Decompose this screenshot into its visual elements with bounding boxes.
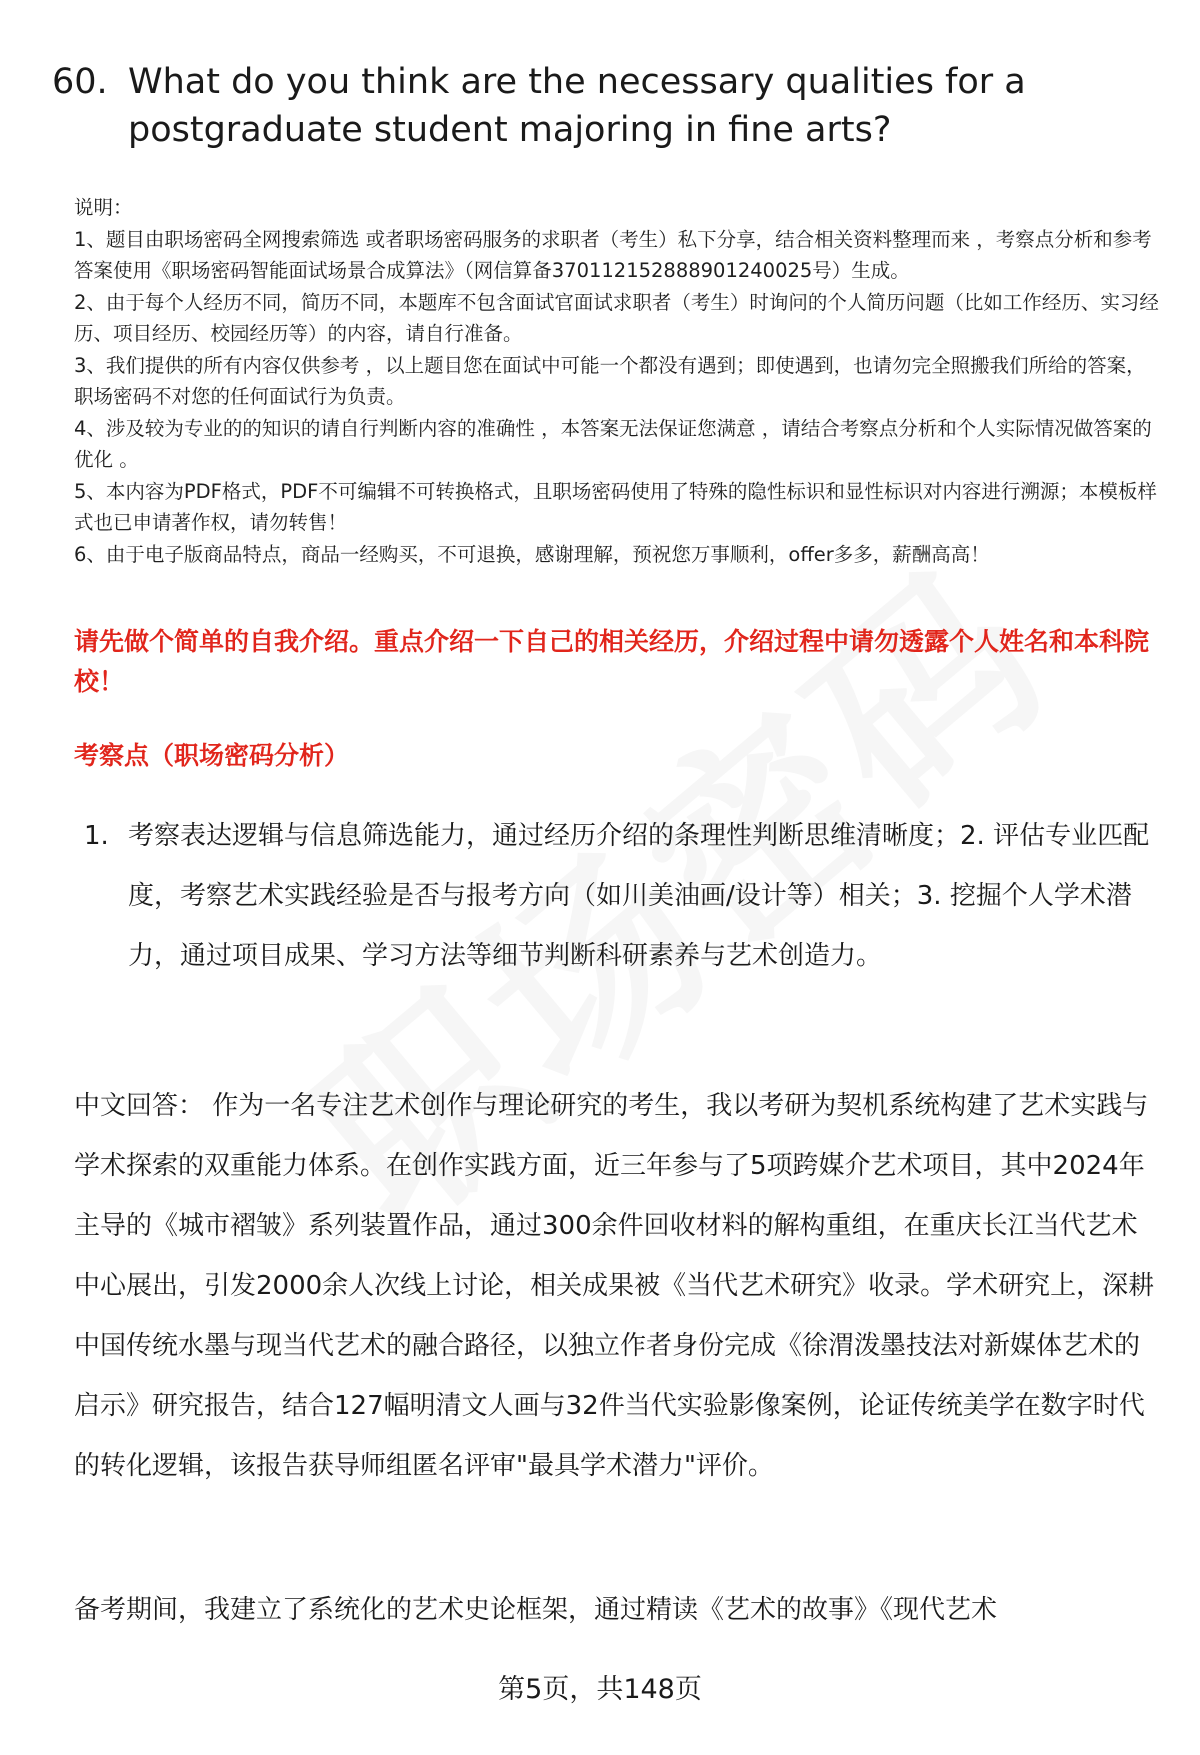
note-item: 5、本内容为PDF格式，PDF不可编辑不可转换格式，且职场密码使用了特殊的隐性标识和显性标识对内容进行溯源；本模板样式也已申请著作权，请勿转售！ bbox=[74, 479, 1157, 534]
notes-section bbox=[74, 192, 1164, 570]
notes-heading: 说明： bbox=[74, 196, 133, 219]
analysis-item-text: 考察表达逻辑与信息筛选能力，通过经历介绍的条理性判断思维清晰度；2. 评估专业匹配度，考察艺术实践经验是否与报考方向（如川美油画/设计等）相关；3. 挖掘个人学术潜力，通过项目成果、学习方法等细节判断科研素养与艺术创造力。 bbox=[128, 821, 1150, 971]
note-item: 4、涉及较为专业的的知识的请自行判断内容的准确性 ，本答案无法保证您满意 ，请结合考察点分析和个人实际情况做答案的优化 。 bbox=[74, 416, 1152, 471]
question bbox=[52, 58, 1152, 154]
intro-prompt: 请先做个简单的自我介绍。重点介绍一下自己的相关经历，介绍过程中请勿透露个人姓名和本科院校！ bbox=[74, 627, 1150, 696]
analysis-item-number: 1. bbox=[84, 821, 109, 851]
answer-paragraph: 备考期间，我建立了系统化的艺术史论框架，通过精读《艺术的故事》《现代艺术 bbox=[74, 1595, 998, 1625]
question-number: 60. bbox=[52, 62, 108, 102]
page-footer: 第5页，共148页 bbox=[498, 1674, 702, 1705]
note-item: 3、我们提供的所有内容仅供参考 ，以上题目您在面试中可能一个都没有遇到；即使遇到，也请勿完全照搬我们所给的答案，职场密码不对您的任何面试行为负责。 bbox=[74, 353, 1146, 408]
question-text: What do you think are the necessary qualities for a postgraduate student majoring in fine arts? bbox=[128, 62, 1026, 150]
note-item: 6、由于电子版商品特点，商品一经购买，不可退换，感谢理解，预祝您万事顺利，offer多多，薪酬高高！ bbox=[74, 542, 990, 566]
note-item: 1、题目由职场密码全网搜索筛选 或者职场密码服务的求职者（考生）私下分享，结合相关资料整理而来 ，考察点分析和参考答案使用《职场密码智能面试场景合成算法》（网信算备370112152888901240025号）生成。 bbox=[74, 227, 1152, 282]
analysis-heading: 考察点（职场密码分析） bbox=[74, 741, 350, 770]
note-item: 2、由于每个人经历不同，简历不同，本题库不包含面试官面试求职者（考生）时询问的个人简历问题（比如工作经历、实习经历、项目经历、校园经历等）的内容，请自行准备。 bbox=[74, 290, 1159, 345]
answer-paragraph: 中文回答： 作为一名专注艺术创作与理论研究的考生，我以考研为契机系统构建了艺术实践与学术探索的双重能力体系。在创作实践方面，近三年参与了5项跨媒介艺术项目，其中2024年主导的《城市褶皱》系列装置作品，通过300余件回收材料的解构重组，在重庆长江当代艺术中心展出，引发2000余人次线上讨论，相关成果被《当代艺术研究》收录。学术研究上，深耕中国传统水墨与现当代艺术的融合路径，以独立作者身份完成《徐渭泼墨技法对新媒体艺术的启示》研究报告，结合127幅明清文人画与32件当代实验影像案例，论证传统美学在数字时代的转化逻辑，该报告获导师组匿名评审"最具学术潜力"评价。 bbox=[74, 1091, 1155, 1481]
analysis-list bbox=[84, 806, 1154, 986]
